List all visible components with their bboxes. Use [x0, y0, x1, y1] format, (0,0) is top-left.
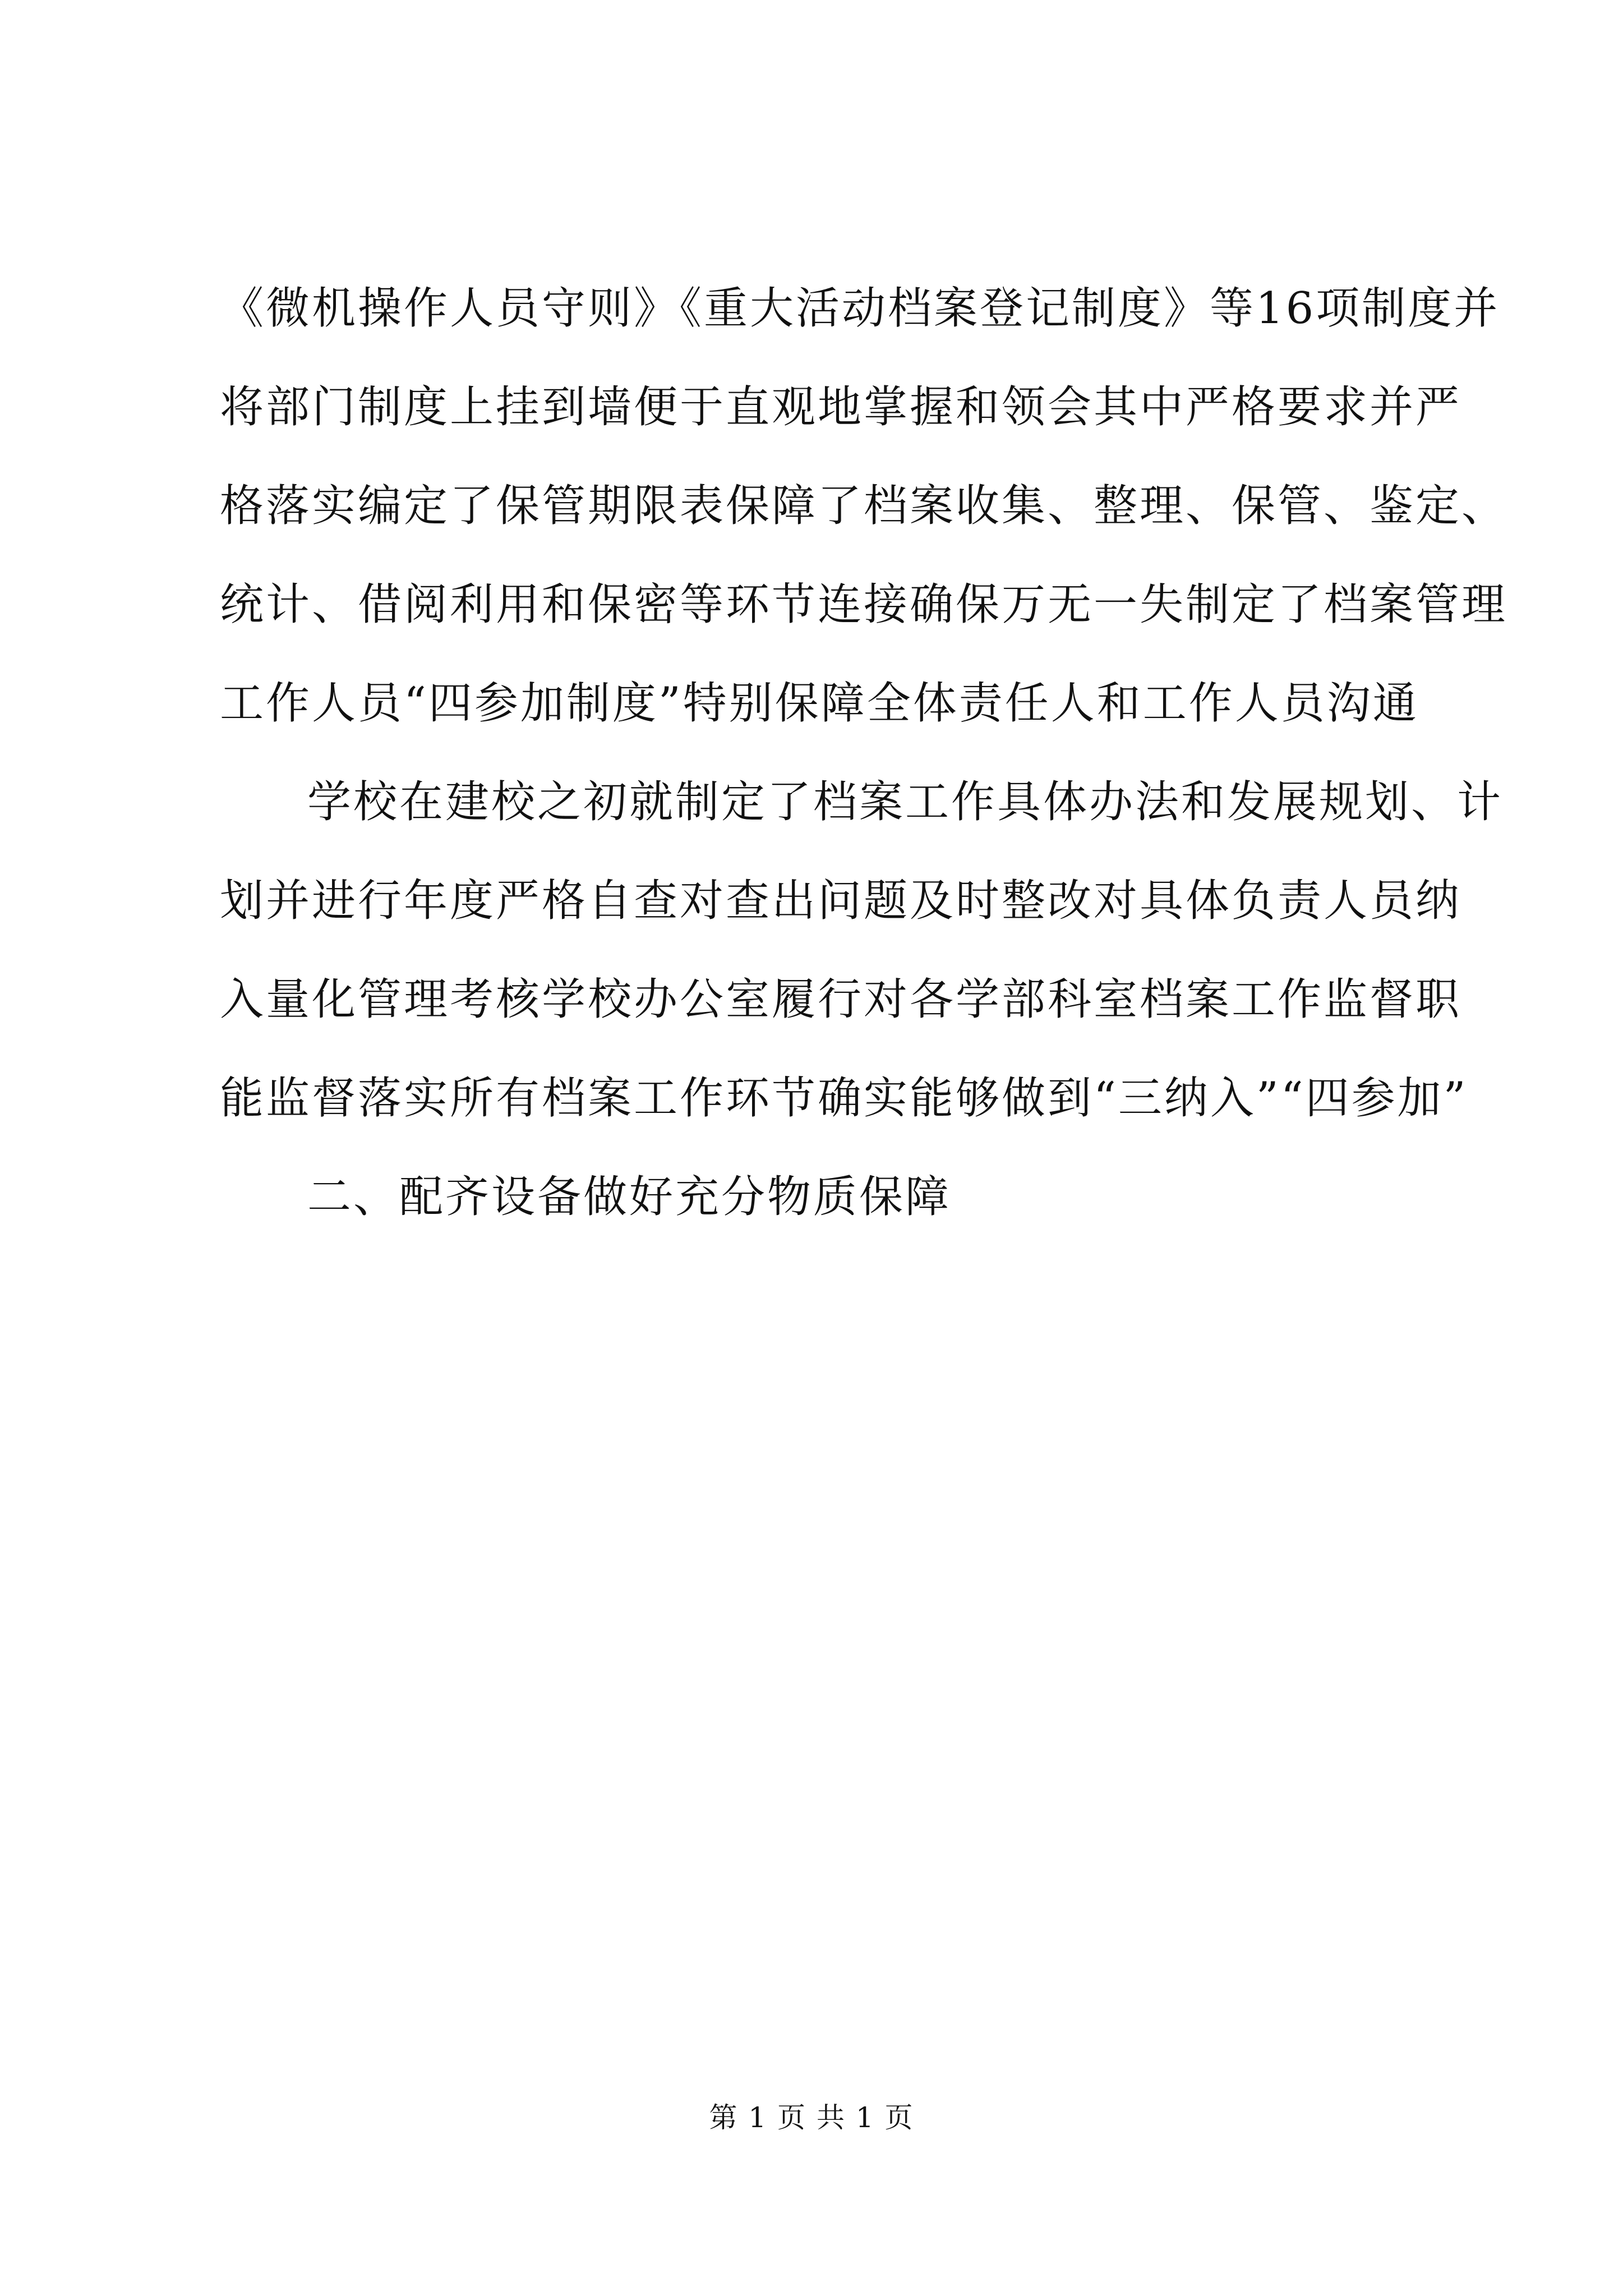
paragraph-2-line-3: 入量化管理考核学校办公室履行对各学部科室档案工作监督职 [220, 974, 1462, 1025]
paragraph-1-line-3: 格落实编定了保管期限表保障了档案收集、整理、保管、鉴定、 [220, 481, 1508, 531]
document-body [220, 259, 1508, 1246]
paragraph-2-line-1: 学校在建校之初就制定了档案工作具体办法和发展规划、计 [307, 777, 1504, 827]
paragraph-1-line-2: 将部门制度上挂到墙便于直观地掌握和领会其中严格要求并严 [220, 382, 1462, 432]
page-footer: 第 1 页 共 1 页 [709, 2101, 914, 2134]
paragraph-1-line-4: 统计、借阅利用和保密等环节连接确保万无一失制定了档案管理 [220, 579, 1508, 630]
section-heading: 二、配齐设备做好充分物质保障 [307, 1172, 952, 1222]
paragraph-1-line-5: 工作人员“四参加制度”特别保障全体责任人和工作人员沟通 [220, 678, 1419, 729]
paragraph-2-line-2: 划并进行年度严格自查对查出问题及时整改对具体负责人员纳 [220, 876, 1462, 926]
paragraph-1-line-1: 《微机操作人员守则》《重大活动档案登记制度》等16项制度并 [220, 283, 1500, 334]
paragraph-2-line-4: 能监督落实所有档案工作环节确实能够做到“三纳入”“四参加” [220, 1073, 1468, 1124]
